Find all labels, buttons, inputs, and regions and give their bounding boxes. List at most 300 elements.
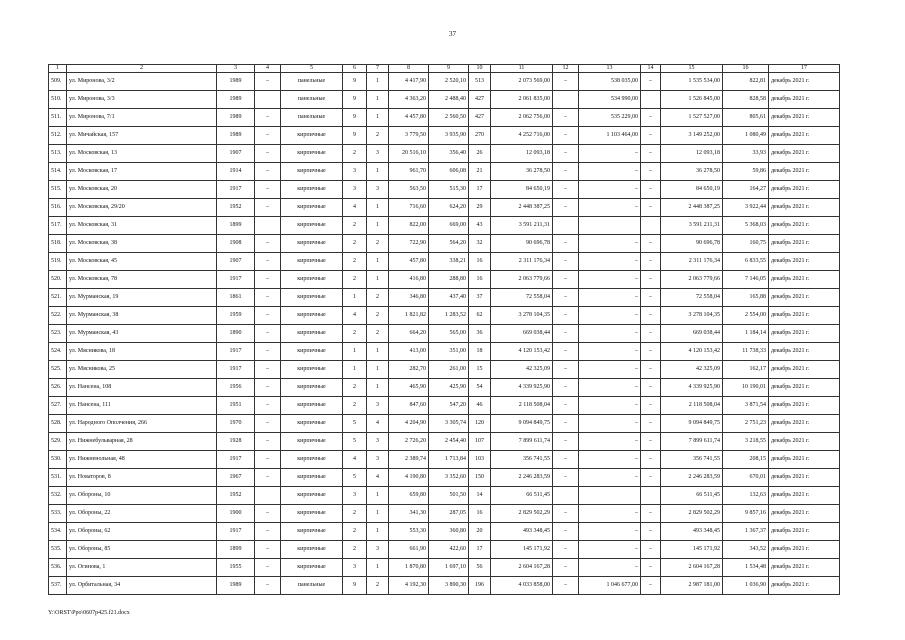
col-14-cell: –	[641, 199, 661, 217]
address-cell: ул. Московская, 38	[67, 235, 217, 253]
address-cell: ул. Орбитальная, 34	[67, 577, 217, 595]
col-4-cell	[255, 217, 281, 235]
completion-date-cell: декабрь 2021 г.	[769, 487, 840, 505]
page-number: 37	[449, 30, 456, 38]
table-header	[49, 65, 840, 73]
floors-cell: 9	[343, 109, 367, 127]
total-cost-cell: 2 062 756,00	[491, 109, 553, 127]
residents-cell: 20	[469, 523, 491, 541]
table-row	[49, 433, 840, 451]
table-row	[49, 307, 840, 325]
fund-amount-cell: –	[579, 253, 641, 271]
total-area-cell: 661,90	[389, 541, 429, 559]
year-built-cell: 1908	[217, 235, 255, 253]
row-number-cell: 511.	[49, 109, 67, 127]
row-number-cell: 516.	[49, 199, 67, 217]
living-area-cell: 1 697,10	[429, 559, 469, 577]
table-row	[49, 343, 840, 361]
owners-amount-cell: 84 650,19	[661, 181, 723, 199]
entrances-cell: 2	[367, 577, 389, 595]
fund-amount-cell: –	[579, 433, 641, 451]
col-12-cell	[553, 91, 579, 109]
year-built-cell: 1900	[217, 505, 255, 523]
cost-per-meter-cell: 162,17	[723, 361, 769, 379]
fund-amount-cell	[579, 217, 641, 235]
column-header-3: 3	[217, 65, 255, 73]
address-cell: ул. Московская, 31	[67, 217, 217, 235]
year-built-cell: 1955	[217, 559, 255, 577]
table-row	[49, 397, 840, 415]
completion-date-cell: декабрь 2021 г.	[769, 199, 840, 217]
completion-date-cell: декабрь 2021 г.	[769, 541, 840, 559]
completion-date-cell: декабрь 2021 г.	[769, 163, 840, 181]
fund-amount-cell: –	[579, 379, 641, 397]
year-built-cell: 1917	[217, 181, 255, 199]
address-cell: ул. Нансена, 111	[67, 397, 217, 415]
col-14-cell: –	[641, 145, 661, 163]
address-cell: ул. Московская, 17	[67, 163, 217, 181]
address-cell: ул. Мясникова, 25	[67, 361, 217, 379]
col-12-cell: –	[553, 433, 579, 451]
column-header-10: 10	[469, 65, 491, 73]
wall-material-cell: кирпичные	[281, 217, 343, 235]
owners-amount-cell: 3 591 211,31	[661, 217, 723, 235]
row-number-cell: 522.	[49, 307, 67, 325]
total-area-cell: 4 457,80	[389, 109, 429, 127]
owners-amount-cell: 1 527 527,00	[661, 109, 723, 127]
living-area-cell: 356,40	[429, 145, 469, 163]
cost-per-meter-cell: 670,01	[723, 469, 769, 487]
row-number-cell: 536.	[49, 559, 67, 577]
fund-amount-cell: –	[579, 361, 641, 379]
col-4-cell: –	[255, 307, 281, 325]
column-header-15: 15	[661, 65, 723, 73]
year-built-cell: 1890	[217, 325, 255, 343]
table-row	[49, 361, 840, 379]
cost-per-meter-cell: 208,15	[723, 451, 769, 469]
cost-per-meter-cell: 1 184,14	[723, 325, 769, 343]
wall-material-cell: кирпичные	[281, 451, 343, 469]
floors-cell: 1	[343, 361, 367, 379]
owners-amount-cell: 12 093,18	[661, 145, 723, 163]
floors-cell: 2	[343, 145, 367, 163]
owners-amount-cell: 2 448 387,25	[661, 199, 723, 217]
completion-date-cell: декабрь 2021 г.	[769, 451, 840, 469]
col-12-cell: –	[553, 325, 579, 343]
col-4-cell: –	[255, 577, 281, 595]
row-number-cell: 532.	[49, 487, 67, 505]
owners-amount-cell: 493 348,45	[661, 523, 723, 541]
living-area-cell: 2 560,50	[429, 109, 469, 127]
wall-material-cell: кирпичные	[281, 523, 343, 541]
wall-material-cell: кирпичные	[281, 361, 343, 379]
col-12-cell: –	[553, 505, 579, 523]
wall-material-cell: кирпичные	[281, 343, 343, 361]
owners-amount-cell: 2 063 779,66	[661, 271, 723, 289]
fund-amount-cell: –	[579, 451, 641, 469]
living-area-cell: 261,00	[429, 361, 469, 379]
wall-material-cell: панельные	[281, 91, 343, 109]
residents-cell: 43	[469, 217, 491, 235]
entrances-cell: 2	[367, 307, 389, 325]
col-12-cell: –	[553, 541, 579, 559]
table-row	[49, 289, 840, 307]
owners-amount-cell: 669 038,44	[661, 325, 723, 343]
entrances-cell: 2	[367, 127, 389, 145]
fund-amount-cell: –	[579, 559, 641, 577]
completion-date-cell: декабрь 2021 г.	[769, 433, 840, 451]
year-built-cell: 1989	[217, 73, 255, 91]
col-14-cell: –	[641, 253, 661, 271]
completion-date-cell: декабрь 2021 г.	[769, 91, 840, 109]
col-12-cell: –	[553, 559, 579, 577]
address-cell: ул. Огинова, 1	[67, 559, 217, 577]
entrances-cell: 3	[367, 397, 389, 415]
total-area-cell: 1 870,80	[389, 559, 429, 577]
wall-material-cell: кирпичные	[281, 199, 343, 217]
wall-material-cell: кирпичные	[281, 415, 343, 433]
total-area-cell: 4 204,90	[389, 415, 429, 433]
cost-per-meter-cell: 165,88	[723, 289, 769, 307]
fund-amount-cell: –	[579, 505, 641, 523]
entrances-cell: 1	[367, 523, 389, 541]
residents-cell: 21	[469, 163, 491, 181]
wall-material-cell: панельные	[281, 577, 343, 595]
entrances-cell: 1	[367, 559, 389, 577]
wall-material-cell: кирпичные	[281, 487, 343, 505]
floors-cell: 3	[343, 559, 367, 577]
col-4-cell: –	[255, 397, 281, 415]
row-number-cell: 513.	[49, 145, 67, 163]
entrances-cell: 3	[367, 541, 389, 559]
residents-cell: 120	[469, 415, 491, 433]
table-row	[49, 523, 840, 541]
wall-material-cell: кирпичные	[281, 289, 343, 307]
owners-amount-cell: 3 278 104,35	[661, 307, 723, 325]
column-header-9: 9	[429, 65, 469, 73]
table-row	[49, 127, 840, 145]
living-area-cell: 338,21	[429, 253, 469, 271]
residents-cell: 14	[469, 487, 491, 505]
col-14-cell: –	[641, 127, 661, 145]
cost-per-meter-cell: 828,58	[723, 91, 769, 109]
wall-material-cell: кирпичные	[281, 397, 343, 415]
total-cost-cell: 2 246 283,59	[491, 469, 553, 487]
entrances-cell: 1	[367, 271, 389, 289]
col-14-cell: –	[641, 451, 661, 469]
completion-date-cell: декабрь 2021 г.	[769, 73, 840, 91]
year-built-cell: 1952	[217, 487, 255, 505]
owners-amount-cell: 36 278,50	[661, 163, 723, 181]
table-row	[49, 487, 840, 505]
entrances-cell: 2	[367, 235, 389, 253]
wall-material-cell: кирпичные	[281, 253, 343, 271]
row-number-cell: 518.	[49, 235, 67, 253]
col-4-cell: –	[255, 109, 281, 127]
total-area-cell: 553,30	[389, 523, 429, 541]
living-area-cell: 565,00	[429, 325, 469, 343]
table-row	[49, 271, 840, 289]
completion-date-cell: декабрь 2021 г.	[769, 523, 840, 541]
total-cost-cell: 2 604 167,28	[491, 559, 553, 577]
residents-cell: 196	[469, 577, 491, 595]
col-14-cell: –	[641, 361, 661, 379]
address-cell: ул. Народного Ополчения, 266	[67, 415, 217, 433]
total-cost-cell: 7 899 611,74	[491, 433, 553, 451]
table-row	[49, 505, 840, 523]
col-4-cell: –	[255, 541, 281, 559]
residents-cell: 46	[469, 397, 491, 415]
col-12-cell: –	[553, 361, 579, 379]
col-14-cell: –	[641, 289, 661, 307]
total-cost-cell: 669 038,44	[491, 325, 553, 343]
completion-date-cell: декабрь 2021 г.	[769, 415, 840, 433]
fund-amount-cell: –	[579, 541, 641, 559]
col-4-cell: –	[255, 199, 281, 217]
living-area-cell: 2 454,40	[429, 433, 469, 451]
col-14-cell: –	[641, 559, 661, 577]
living-area-cell: 422,60	[429, 541, 469, 559]
year-built-cell: 1959	[217, 307, 255, 325]
col-14-cell: –	[641, 163, 661, 181]
completion-date-cell: декабрь 2021 г.	[769, 109, 840, 127]
table-body	[49, 73, 840, 595]
col-12-cell: –	[553, 451, 579, 469]
cost-per-meter-cell: 1 367,37	[723, 523, 769, 541]
wall-material-cell: кирпичные	[281, 541, 343, 559]
column-header-5: 5	[281, 65, 343, 73]
completion-date-cell: декабрь 2021 г.	[769, 307, 840, 325]
fund-amount-cell: –	[579, 469, 641, 487]
floors-cell: 1	[343, 289, 367, 307]
living-area-cell: 360,80	[429, 523, 469, 541]
row-number-cell: 530.	[49, 451, 67, 469]
owners-amount-cell: 9 094 849,75	[661, 415, 723, 433]
col-12-cell: –	[553, 397, 579, 415]
total-area-cell: 722,90	[389, 235, 429, 253]
living-area-cell: 624,20	[429, 199, 469, 217]
col-14-cell: –	[641, 181, 661, 199]
row-number-cell: 520.	[49, 271, 67, 289]
col-4-cell: –	[255, 379, 281, 397]
residents-cell: 150	[469, 469, 491, 487]
col-14-cell: –	[641, 541, 661, 559]
col-12-cell: –	[553, 271, 579, 289]
total-cost-cell: 2 829 502,29	[491, 505, 553, 523]
file-path-footer: Y:\ORST\Ppo\0607p425.f21.docx	[48, 610, 130, 616]
year-built-cell: 1907	[217, 253, 255, 271]
completion-date-cell: декабрь 2021 г.	[769, 325, 840, 343]
entrances-cell: 1	[367, 343, 389, 361]
fund-amount-cell: –	[579, 181, 641, 199]
address-cell: ул. Новаторов, 8	[67, 469, 217, 487]
address-cell: ул. Обороны, 62	[67, 523, 217, 541]
residents-cell: 17	[469, 541, 491, 559]
total-area-cell: 4 363,20	[389, 91, 429, 109]
col-4-cell: –	[255, 73, 281, 91]
living-area-cell: 606,08	[429, 163, 469, 181]
col-14-cell: –	[641, 397, 661, 415]
owners-amount-cell: 66 511,45	[661, 487, 723, 505]
table-row	[49, 451, 840, 469]
col-4-cell: –	[255, 127, 281, 145]
cost-per-meter-cell: 3 871,54	[723, 397, 769, 415]
cost-per-meter-cell: 33,93	[723, 145, 769, 163]
owners-amount-cell: 4 339 925,90	[661, 379, 723, 397]
col-12-cell: –	[553, 253, 579, 271]
residents-cell: 103	[469, 451, 491, 469]
col-4-cell: –	[255, 163, 281, 181]
owners-amount-cell: 145 171,92	[661, 541, 723, 559]
owners-amount-cell: 2 604 167,28	[661, 559, 723, 577]
address-cell: ул. Московская, 29/20	[67, 199, 217, 217]
col-4-cell	[255, 487, 281, 505]
col-4-cell: –	[255, 361, 281, 379]
cost-per-meter-cell: 1 036,90	[723, 577, 769, 595]
total-area-cell: 346,80	[389, 289, 429, 307]
living-area-cell: 287,05	[429, 505, 469, 523]
owners-amount-cell: 2 246 283,59	[661, 469, 723, 487]
wall-material-cell: кирпичные	[281, 559, 343, 577]
col-14-cell: –	[641, 109, 661, 127]
living-area-cell: 3 935,90	[429, 127, 469, 145]
row-number-cell: 531.	[49, 469, 67, 487]
col-12-cell: –	[553, 199, 579, 217]
year-built-cell: 1899	[217, 217, 255, 235]
row-number-cell: 509.	[49, 73, 67, 91]
entrances-cell: 1	[367, 361, 389, 379]
cost-per-meter-cell: 11 738,33	[723, 343, 769, 361]
entrances-cell: 3	[367, 451, 389, 469]
owners-amount-cell: 4 120 153,42	[661, 343, 723, 361]
cost-per-meter-cell: 164,27	[723, 181, 769, 199]
wall-material-cell: кирпичные	[281, 505, 343, 523]
col-14-cell	[641, 217, 661, 235]
floors-cell: 9	[343, 577, 367, 595]
total-cost-cell: 2 311 176,34	[491, 253, 553, 271]
row-number-cell: 525.	[49, 361, 67, 379]
buildings-table	[48, 64, 840, 595]
col-12-cell: –	[553, 523, 579, 541]
completion-date-cell: декабрь 2021 г.	[769, 235, 840, 253]
total-cost-cell: 2 063 779,66	[491, 271, 553, 289]
cost-per-meter-cell: 1 534,48	[723, 559, 769, 577]
total-area-cell: 20 516,10	[389, 145, 429, 163]
cost-per-meter-cell: 822,81	[723, 73, 769, 91]
table-row	[49, 379, 840, 397]
table-row	[49, 163, 840, 181]
cost-per-meter-cell: 1 080,49	[723, 127, 769, 145]
address-cell: ул. Миронова, 7/1	[67, 109, 217, 127]
col-4-cell: –	[255, 559, 281, 577]
living-area-cell: 351,00	[429, 343, 469, 361]
wall-material-cell: кирпичные	[281, 235, 343, 253]
residents-cell: 37	[469, 289, 491, 307]
column-header-7: 7	[367, 65, 389, 73]
total-area-cell: 4 192,30	[389, 577, 429, 595]
wall-material-cell: кирпичные	[281, 379, 343, 397]
wall-material-cell: кирпичные	[281, 127, 343, 145]
residents-cell: 107	[469, 433, 491, 451]
living-area-cell: 3 352,60	[429, 469, 469, 487]
total-cost-cell: 3 278 104,35	[491, 307, 553, 325]
column-header-13: 13	[579, 65, 641, 73]
wall-material-cell: кирпичные	[281, 181, 343, 199]
completion-date-cell: декабрь 2021 г.	[769, 181, 840, 199]
wall-material-cell: кирпичные	[281, 145, 343, 163]
year-built-cell: 1899	[217, 541, 255, 559]
residents-cell: 17	[469, 181, 491, 199]
address-cell: ул. Московская, 20	[67, 181, 217, 199]
col-4-cell: –	[255, 271, 281, 289]
address-cell: ул. Нижнебульварная, 28	[67, 433, 217, 451]
address-cell: ул. Московская, 78	[67, 271, 217, 289]
living-area-cell: 425,90	[429, 379, 469, 397]
address-cell: ул. Мурманская, 43	[67, 325, 217, 343]
fund-amount-cell: 535 229,00	[579, 109, 641, 127]
entrances-cell: 1	[367, 379, 389, 397]
total-cost-cell: 42 325,09	[491, 361, 553, 379]
row-number-cell: 510.	[49, 91, 67, 109]
entrances-cell: 1	[367, 487, 389, 505]
residents-cell: 54	[469, 379, 491, 397]
total-area-cell: 2 726,20	[389, 433, 429, 451]
column-header-8: 8	[389, 65, 429, 73]
entrances-cell: 1	[367, 505, 389, 523]
cost-per-meter-cell: 3 922,44	[723, 199, 769, 217]
entrances-cell: 1	[367, 253, 389, 271]
table-row	[49, 109, 840, 127]
total-cost-cell: 9 094 849,75	[491, 415, 553, 433]
cost-per-meter-cell: 10 190,01	[723, 379, 769, 397]
total-cost-cell: 36 278,50	[491, 163, 553, 181]
floors-cell: 2	[343, 235, 367, 253]
col-14-cell: –	[641, 343, 661, 361]
col-12-cell: –	[553, 577, 579, 595]
fund-amount-cell: –	[579, 343, 641, 361]
entrances-cell: 4	[367, 415, 389, 433]
year-built-cell: 1928	[217, 433, 255, 451]
col-14-cell: –	[641, 469, 661, 487]
col-12-cell: –	[553, 73, 579, 91]
address-cell: ул. Мясникова, 18	[67, 343, 217, 361]
residents-cell: 513	[469, 73, 491, 91]
owners-amount-cell: 2 829 502,29	[661, 505, 723, 523]
year-built-cell: 1861	[217, 289, 255, 307]
wall-material-cell: кирпичные	[281, 163, 343, 181]
fund-amount-cell: –	[579, 289, 641, 307]
col-14-cell: –	[641, 523, 661, 541]
cost-per-meter-cell: 6 833,55	[723, 253, 769, 271]
completion-date-cell: декабрь 2021 г.	[769, 559, 840, 577]
floors-cell: 3	[343, 487, 367, 505]
floors-cell: 2	[343, 253, 367, 271]
year-built-cell: 1951	[217, 397, 255, 415]
column-header-14: 14	[641, 65, 661, 73]
table-row	[49, 73, 840, 91]
floors-cell: 2	[343, 505, 367, 523]
table-row	[49, 415, 840, 433]
total-cost-cell: 4 252 716,00	[491, 127, 553, 145]
residents-cell: 427	[469, 109, 491, 127]
col-4-cell: –	[255, 253, 281, 271]
fund-amount-cell: –	[579, 145, 641, 163]
entrances-cell: 1	[367, 163, 389, 181]
col-4-cell: –	[255, 289, 281, 307]
total-cost-cell: 4 033 858,00	[491, 577, 553, 595]
address-cell: ул. Миронова, 3/2	[67, 73, 217, 91]
col-4-cell: –	[255, 415, 281, 433]
